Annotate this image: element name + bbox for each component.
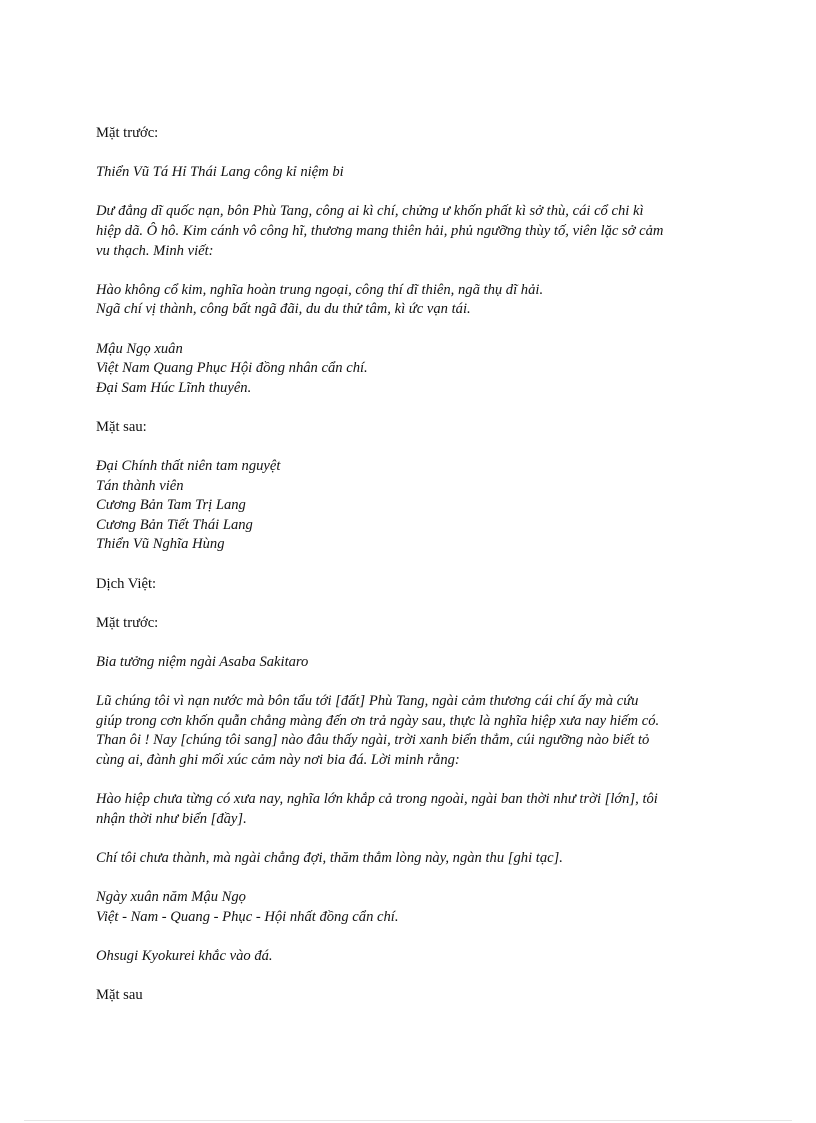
back-inscription-hanviet: [96, 457, 722, 555]
text-line: Việt - Nam - Quang - Phục - Hội nhất đồng cẩn chí.: [96, 908, 399, 925]
text-line: Cương Bản Tam Trị Lang: [96, 497, 246, 514]
text-line: Ngã chí vị thành, công bất ngã đãi, du du thử tâm, kì ức vạn tái.: [96, 301, 471, 318]
front-heading-translation: Mặt trước:: [96, 614, 159, 631]
memorial-title-translation: Bia tưởng niệm ngài Asaba Sakitaro: [96, 654, 309, 671]
inscription-signature-hanviet: [96, 340, 722, 399]
text-line: giúp trong cơn khốn quẫn chẳng màng đến ơn trả ngày sau, thực là nghĩa hiệp xưa nay hiếm có.: [96, 712, 660, 729]
translation-heading: Dịch Việt:: [96, 575, 157, 592]
text-line: Hào không cổ kim, nghĩa hoàn trung ngoại, công thí dĩ thiên, ngã thụ dĩ hải.: [96, 281, 544, 298]
text-line: Đại Sam Húc Lĩnh thuyên.: [96, 379, 252, 396]
text-line: Ngày xuân năm Mậu Ngọ: [96, 889, 246, 906]
inscription-poem-hanviet: [96, 281, 722, 320]
text-line: Dư đẳng dĩ quốc nạn, bôn Phù Tang, công ai kì chí, chửng ư khốn phất kì sở thù, cái cổ chi kì: [96, 203, 644, 220]
text-line: vu thạch. Minh viết:: [96, 242, 214, 259]
text-line: Than ôi ! Nay [chúng tôi sang] nào đâu thấy ngài, trời xanh biển thẳm, cúi ngưỡng nào biết tỏ: [96, 732, 650, 749]
carver-credit: Ohsugi Kyokurei khắc vào đá.: [96, 947, 273, 964]
text-line: Đại Chính thất niên tam nguyệt: [96, 458, 281, 475]
text-line: Mậu Ngọ xuân: [96, 340, 183, 357]
text-line: Việt Nam Quang Phục Hội đồng nhân cẩn chí.: [96, 360, 368, 377]
inscription-paragraph-hanviet: [96, 202, 722, 261]
text-line: Cương Bản Tiết Thái Lang: [96, 516, 253, 533]
document-page: [96, 124, 722, 1006]
text-line: cùng ai, đành ghi mối xúc cảm này nơi bia đá. Lời minh rằng:: [96, 752, 460, 768]
text-line: Lũ chúng tôi vì nạn nước mà bôn tẩu tới [đất] Phù Tang, ngài cảm thương cái chí ấy mà cứu: [96, 693, 639, 710]
text-line: nhận thời như biển [đầy].: [96, 810, 247, 827]
memorial-title-hanviet: Thiển Vũ Tá Hỉ Thái Lang công kỉ niệm bi: [96, 164, 344, 181]
front-heading: Mặt trước:: [96, 125, 159, 141]
inscription-signature-translation: [96, 888, 722, 927]
text-line: hiệp dã. Ô hô. Kim cánh vô công hĩ, thương mang thiên hải, phủ ngưỡng thùy tố, viên lặc sở cảm: [96, 222, 664, 239]
page-bottom-divider: [24, 1120, 792, 1121]
text-line: Hào hiệp chưa từng có xưa nay, nghĩa lớn khắp cả trong ngoài, ngài ban thời như trời [lớn], tôi: [96, 791, 658, 808]
back-heading: Mặt sau:: [96, 418, 147, 435]
text-line: Tán thành viên: [96, 477, 184, 494]
inscription-poem-translation-part2: Chí tôi chưa thành, mà ngài chẳng đợi, thăm thẳm lòng này, ngàn thu [ghi tạc].: [96, 849, 563, 866]
text-line: Thiển Vũ Nghĩa Hùng: [96, 536, 225, 553]
back-heading-translation: Mặt sau: [96, 987, 143, 1004]
inscription-poem-translation-part1: [96, 790, 722, 829]
inscription-paragraph-translation: [96, 692, 722, 770]
